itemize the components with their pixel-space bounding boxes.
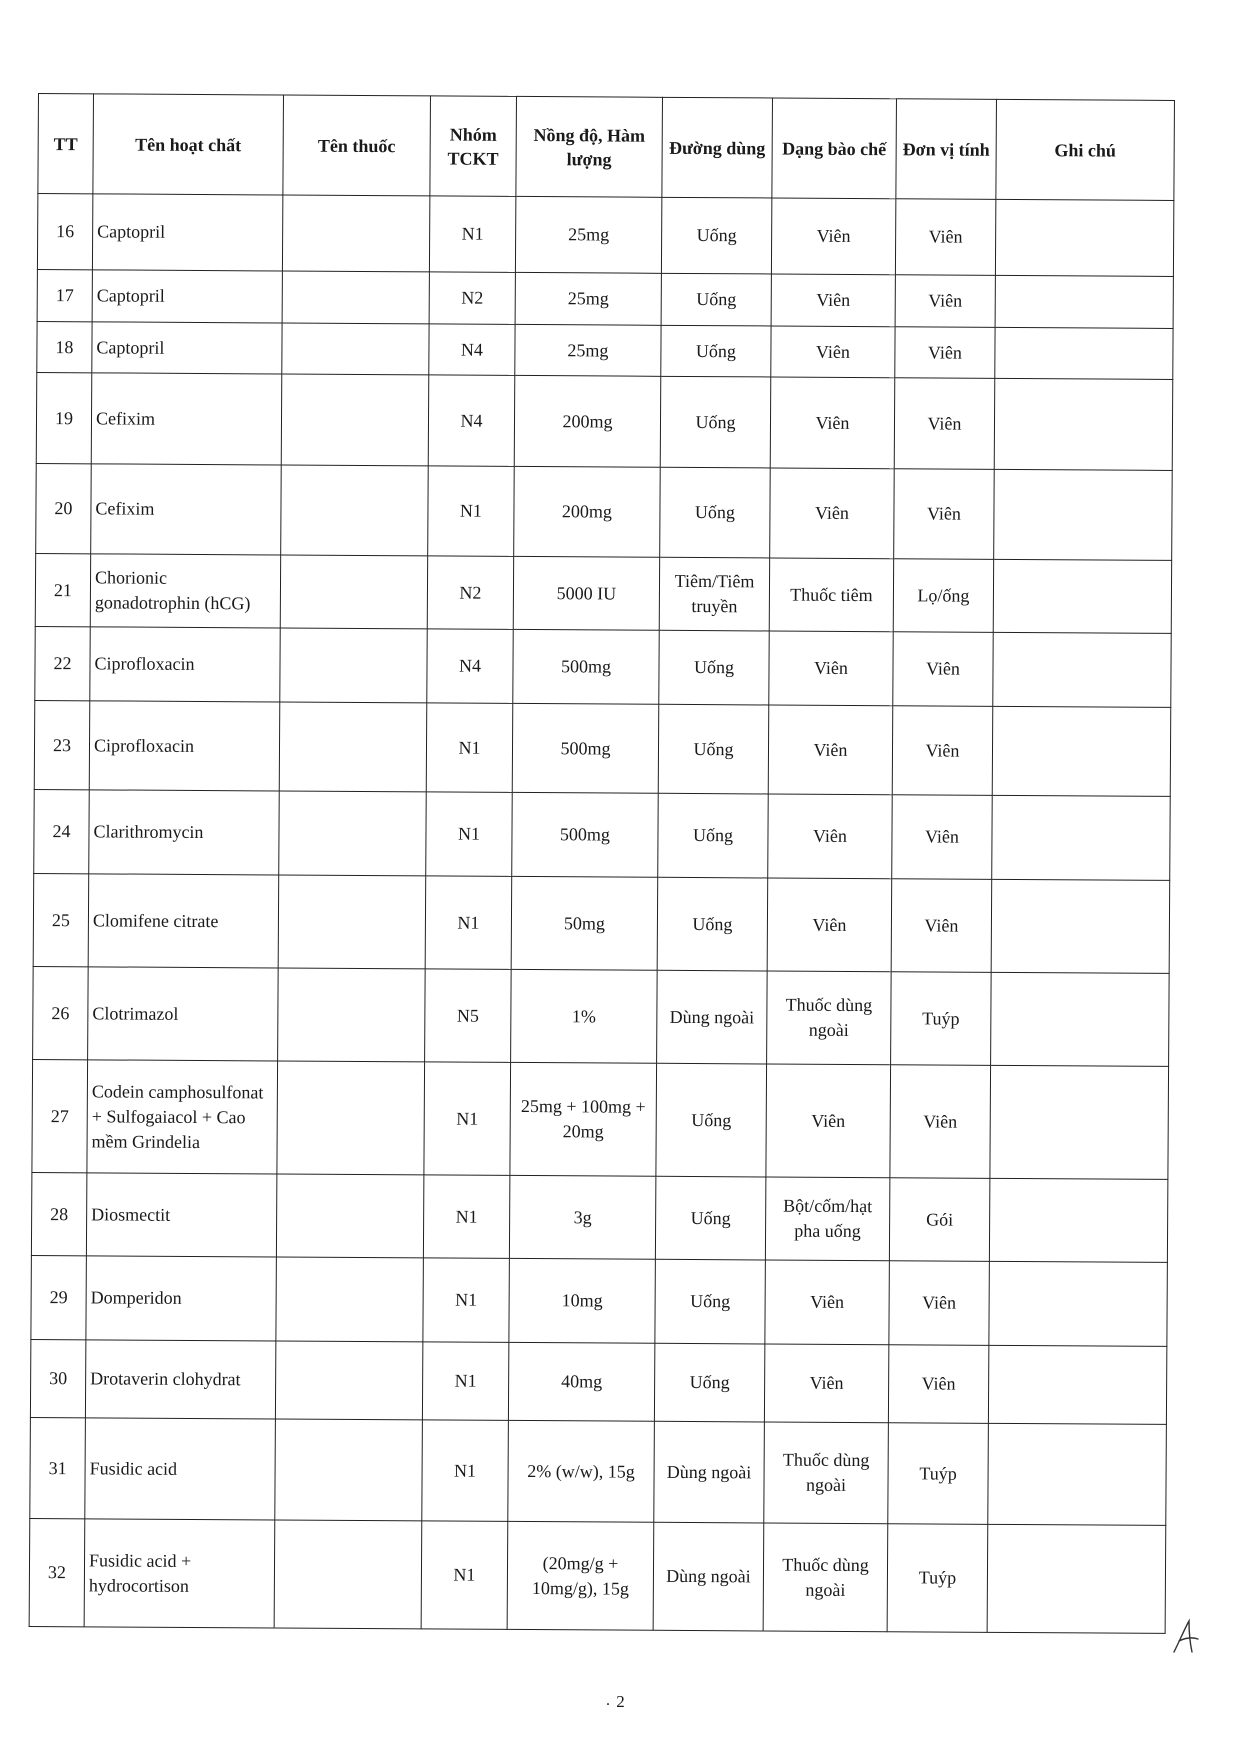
cell-route: Uống [654, 1343, 764, 1422]
table-row [37, 194, 1173, 277]
table-row [31, 1255, 1167, 1346]
cell-drug-name [278, 968, 426, 1062]
cell-tt: 32 [29, 1518, 85, 1626]
cell-drug-name [280, 555, 427, 629]
cell-strength: 5000 IU [513, 556, 659, 630]
cell-strength: 25mg [515, 272, 661, 325]
cell-dosage-form: Viên [771, 326, 895, 378]
cell-group: N1 [424, 1062, 511, 1176]
cell-drug-name [282, 271, 429, 324]
table-row [37, 321, 1173, 379]
cell-tt: 29 [31, 1255, 87, 1339]
cell-unit: Viên [895, 275, 995, 328]
cell-dosage-form: Viên [770, 468, 895, 559]
cell-drug-name [277, 1061, 425, 1175]
cell-note [987, 1524, 1166, 1633]
table-row [36, 463, 1173, 560]
cell-tt: 30 [30, 1339, 85, 1417]
cell-group: N4 [428, 375, 515, 467]
cell-group: N1 [428, 466, 515, 557]
cell-note [995, 199, 1173, 276]
cell-route: Uống [658, 793, 769, 878]
cell-active-ingredient: Clarithromycin [89, 790, 280, 875]
cell-route: Uống [658, 704, 769, 794]
cell-note [992, 795, 1171, 880]
cell-tt: 26 [33, 966, 89, 1059]
cell-note [995, 327, 1173, 379]
cell-active-ingredient: Clomifene citrate [88, 874, 279, 968]
table-row [34, 789, 1170, 880]
cell-dosage-form: Thuốc tiêm [769, 558, 893, 632]
cell-group: N1 [422, 1342, 508, 1421]
cell-dosage-form: Viên [765, 1260, 890, 1345]
cell-dosage-form: Viên [768, 705, 893, 795]
cell-strength: 500mg [512, 703, 659, 793]
cell-group: N1 [423, 1175, 510, 1259]
cell-unit: Tuýp [888, 1423, 989, 1525]
cell-tt: 20 [36, 463, 92, 553]
cell-note [988, 1345, 1166, 1424]
cell-group: N4 [429, 324, 515, 376]
cell-route: Uống [661, 273, 771, 326]
header-drug-name: Tên thuốc [283, 95, 431, 196]
cell-tt: 28 [31, 1172, 87, 1255]
table-row [31, 1172, 1167, 1262]
cell-dosage-form: Bột/cốm/hạt pha uống [765, 1177, 890, 1261]
table-header-row [38, 94, 1175, 201]
cell-route: Uống [660, 376, 771, 468]
cell-group: N4 [427, 629, 513, 704]
cell-unit: Viên [890, 1065, 991, 1179]
table-body [29, 194, 1174, 1634]
cell-unit: Viên [895, 327, 995, 379]
cell-note [990, 1065, 1169, 1179]
cell-group: N1 [425, 876, 512, 970]
cell-group: N1 [426, 703, 513, 793]
cell-group: N1 [426, 792, 513, 877]
cell-tt: 27 [32, 1059, 88, 1172]
cell-group: N5 [425, 969, 512, 1063]
cell-tt: 23 [34, 700, 90, 789]
cell-unit: Viên [889, 1261, 990, 1346]
cell-strength: (20mg/g + 10mg/g), 15g [507, 1521, 654, 1630]
cell-route: Uống [655, 1259, 766, 1344]
cell-active-ingredient: Cefixim [91, 373, 282, 465]
header-unit: Đơn vị tính [896, 99, 997, 200]
cell-note [991, 879, 1170, 973]
cell-tt: 16 [37, 194, 92, 270]
cell-route: Uống [655, 1176, 766, 1260]
cell-strength: 200mg [514, 466, 661, 557]
cell-unit: Viên [895, 199, 995, 276]
cell-strength: 25mg [515, 324, 661, 376]
cell-note [991, 972, 1170, 1066]
cell-strength: 2% (w/w), 15g [508, 1420, 655, 1522]
cell-drug-name [275, 1419, 423, 1521]
cell-active-ingredient: Diosmectit [86, 1173, 277, 1257]
cell-unit: Lọ/ống [893, 559, 993, 633]
header-strength: Nồng độ, Hàm lượng [516, 96, 663, 197]
cell-drug-name [280, 628, 427, 703]
cell-strength: 3g [509, 1175, 656, 1259]
cell-drug-name [281, 465, 429, 556]
cell-route: Uống [660, 467, 771, 558]
cell-drug-name [276, 1174, 424, 1258]
cell-strength: 10mg [509, 1258, 656, 1343]
cell-group: N2 [429, 272, 515, 325]
cell-tt: 24 [34, 789, 90, 873]
cell-note [994, 469, 1173, 560]
cell-active-ingredient: Clotrimazol [88, 967, 279, 1061]
cell-note [995, 275, 1173, 328]
cell-route: Tiêm/Tiêm truyền [659, 557, 769, 631]
cell-unit: Tuýp [891, 972, 992, 1066]
table-row [35, 553, 1171, 633]
cell-dosage-form: Thuốc dùng ngoài [767, 971, 892, 1065]
cell-active-ingredient: Fusidic acid + hydrocortison [84, 1519, 275, 1628]
header-dosage-form: Dạng bào chế [772, 98, 897, 199]
cell-route: Dùng ngoài [654, 1421, 765, 1523]
cell-note [993, 632, 1171, 707]
cell-drug-name [282, 323, 429, 375]
cell-active-ingredient: Ciprofloxacin [89, 701, 280, 791]
cell-route: Uống [657, 877, 768, 971]
cell-note [992, 706, 1171, 796]
cell-active-ingredient: Captopril [92, 194, 282, 271]
cell-dosage-form: Viên [767, 878, 892, 972]
cell-note [989, 1178, 1168, 1262]
cell-route: Dùng ngoài [653, 1522, 764, 1631]
cell-drug-name [279, 791, 427, 876]
cell-unit: Viên [891, 879, 992, 973]
cell-tt: 21 [35, 553, 90, 626]
cell-active-ingredient: Chorionic gonadotrophin (hCG) [90, 554, 280, 628]
cell-unit: Viên [894, 378, 995, 470]
cell-group: N1 [423, 1258, 510, 1343]
cell-dosage-form: Viên [771, 274, 895, 327]
cell-dosage-form: Viên [771, 198, 895, 275]
cell-active-ingredient: Drotaverin clohydrat [85, 1340, 275, 1419]
table-row [30, 1339, 1166, 1424]
cell-dosage-form: Viên [764, 1344, 888, 1423]
cell-drug-name [279, 702, 427, 792]
cell-tt: 18 [37, 321, 92, 372]
cell-strength: 1% [511, 969, 658, 1063]
cell-route: Uống [661, 325, 771, 377]
header-group: Nhóm TCKT [430, 96, 517, 197]
cell-strength: 25mg [515, 196, 661, 273]
cell-dosage-form: Viên [769, 631, 893, 706]
cell-drug-name [281, 374, 429, 466]
header-active-ingredient: Tên hoạt chất [93, 94, 284, 195]
cell-dosage-form: Viên [768, 794, 893, 879]
footer-dot: . [606, 1692, 610, 1709]
cell-unit: Viên [892, 706, 993, 796]
cell-route: Dùng ngoài [657, 970, 768, 1064]
cell-unit: Tuýp [887, 1524, 988, 1633]
header-note: Ghi chú [996, 99, 1175, 200]
table-row [33, 966, 1170, 1066]
cell-tt: 19 [36, 372, 92, 463]
cell-note [989, 1261, 1168, 1346]
page-number: 2 [616, 1692, 625, 1711]
cell-note [994, 378, 1173, 470]
cell-unit: Viên [894, 469, 995, 560]
cell-group: N1 [422, 1420, 509, 1522]
cell-active-ingredient: Ciprofloxacin [90, 627, 280, 702]
cell-note [993, 559, 1171, 633]
cell-group: N2 [427, 556, 513, 630]
handwritten-initial-icon [1168, 1618, 1200, 1658]
table-row [36, 372, 1173, 470]
cell-route: Uống [656, 1063, 767, 1177]
cell-group: N1 [429, 196, 515, 273]
drug-list-table [29, 93, 1175, 1634]
cell-route: Uống [659, 630, 769, 705]
cell-active-ingredient: Domperidon [86, 1256, 277, 1341]
table-row [29, 1518, 1166, 1633]
table-row [37, 269, 1173, 328]
cell-unit: Viên [892, 795, 993, 880]
cell-unit: Viên [888, 1345, 988, 1424]
cell-active-ingredient: Codein camphosulfonat + Sulfogaiacol + Cao mềm Grindelia [87, 1060, 278, 1174]
cell-tt: 25 [33, 873, 89, 966]
cell-tt: 31 [30, 1417, 86, 1518]
cell-strength: 25mg + 100mg + 20mg [510, 1062, 657, 1176]
cell-drug-name [275, 1341, 422, 1420]
cell-drug-name [282, 195, 429, 272]
cell-strength: 200mg [514, 375, 661, 467]
cell-unit: Viên [893, 632, 993, 707]
header-route: Đường dùng [662, 97, 773, 198]
cell-tt: 17 [37, 269, 92, 321]
cell-route: Uống [661, 197, 771, 274]
table-row [33, 873, 1170, 973]
cell-strength: 40mg [508, 1342, 654, 1421]
cell-active-ingredient: Captopril [92, 270, 282, 323]
table-row [35, 626, 1171, 707]
table-row [32, 1059, 1169, 1179]
cell-drug-name [278, 875, 426, 969]
cell-dosage-form: Viên [766, 1064, 891, 1178]
cell-dosage-form: Thuốc dùng ngoài [764, 1422, 889, 1524]
cell-strength: 500mg [513, 629, 659, 704]
cell-drug-name [276, 1257, 424, 1342]
cell-group: N1 [421, 1521, 508, 1630]
cell-active-ingredient: Captopril [92, 322, 282, 374]
cell-active-ingredient: Cefixim [91, 464, 282, 555]
cell-strength: 500mg [512, 792, 659, 877]
cell-strength: 50mg [511, 876, 658, 970]
cell-tt: 22 [35, 626, 90, 700]
cell-dosage-form: Viên [770, 377, 895, 469]
cell-note [988, 1423, 1167, 1525]
header-tt: TT [38, 94, 94, 194]
cell-active-ingredient: Fusidic acid [85, 1418, 276, 1520]
cell-dosage-form: Thuốc dùng ngoài [763, 1523, 888, 1632]
table-row [34, 700, 1171, 796]
cell-drug-name [274, 1520, 422, 1629]
cell-unit: Gói [889, 1178, 990, 1262]
table-row [30, 1417, 1167, 1525]
